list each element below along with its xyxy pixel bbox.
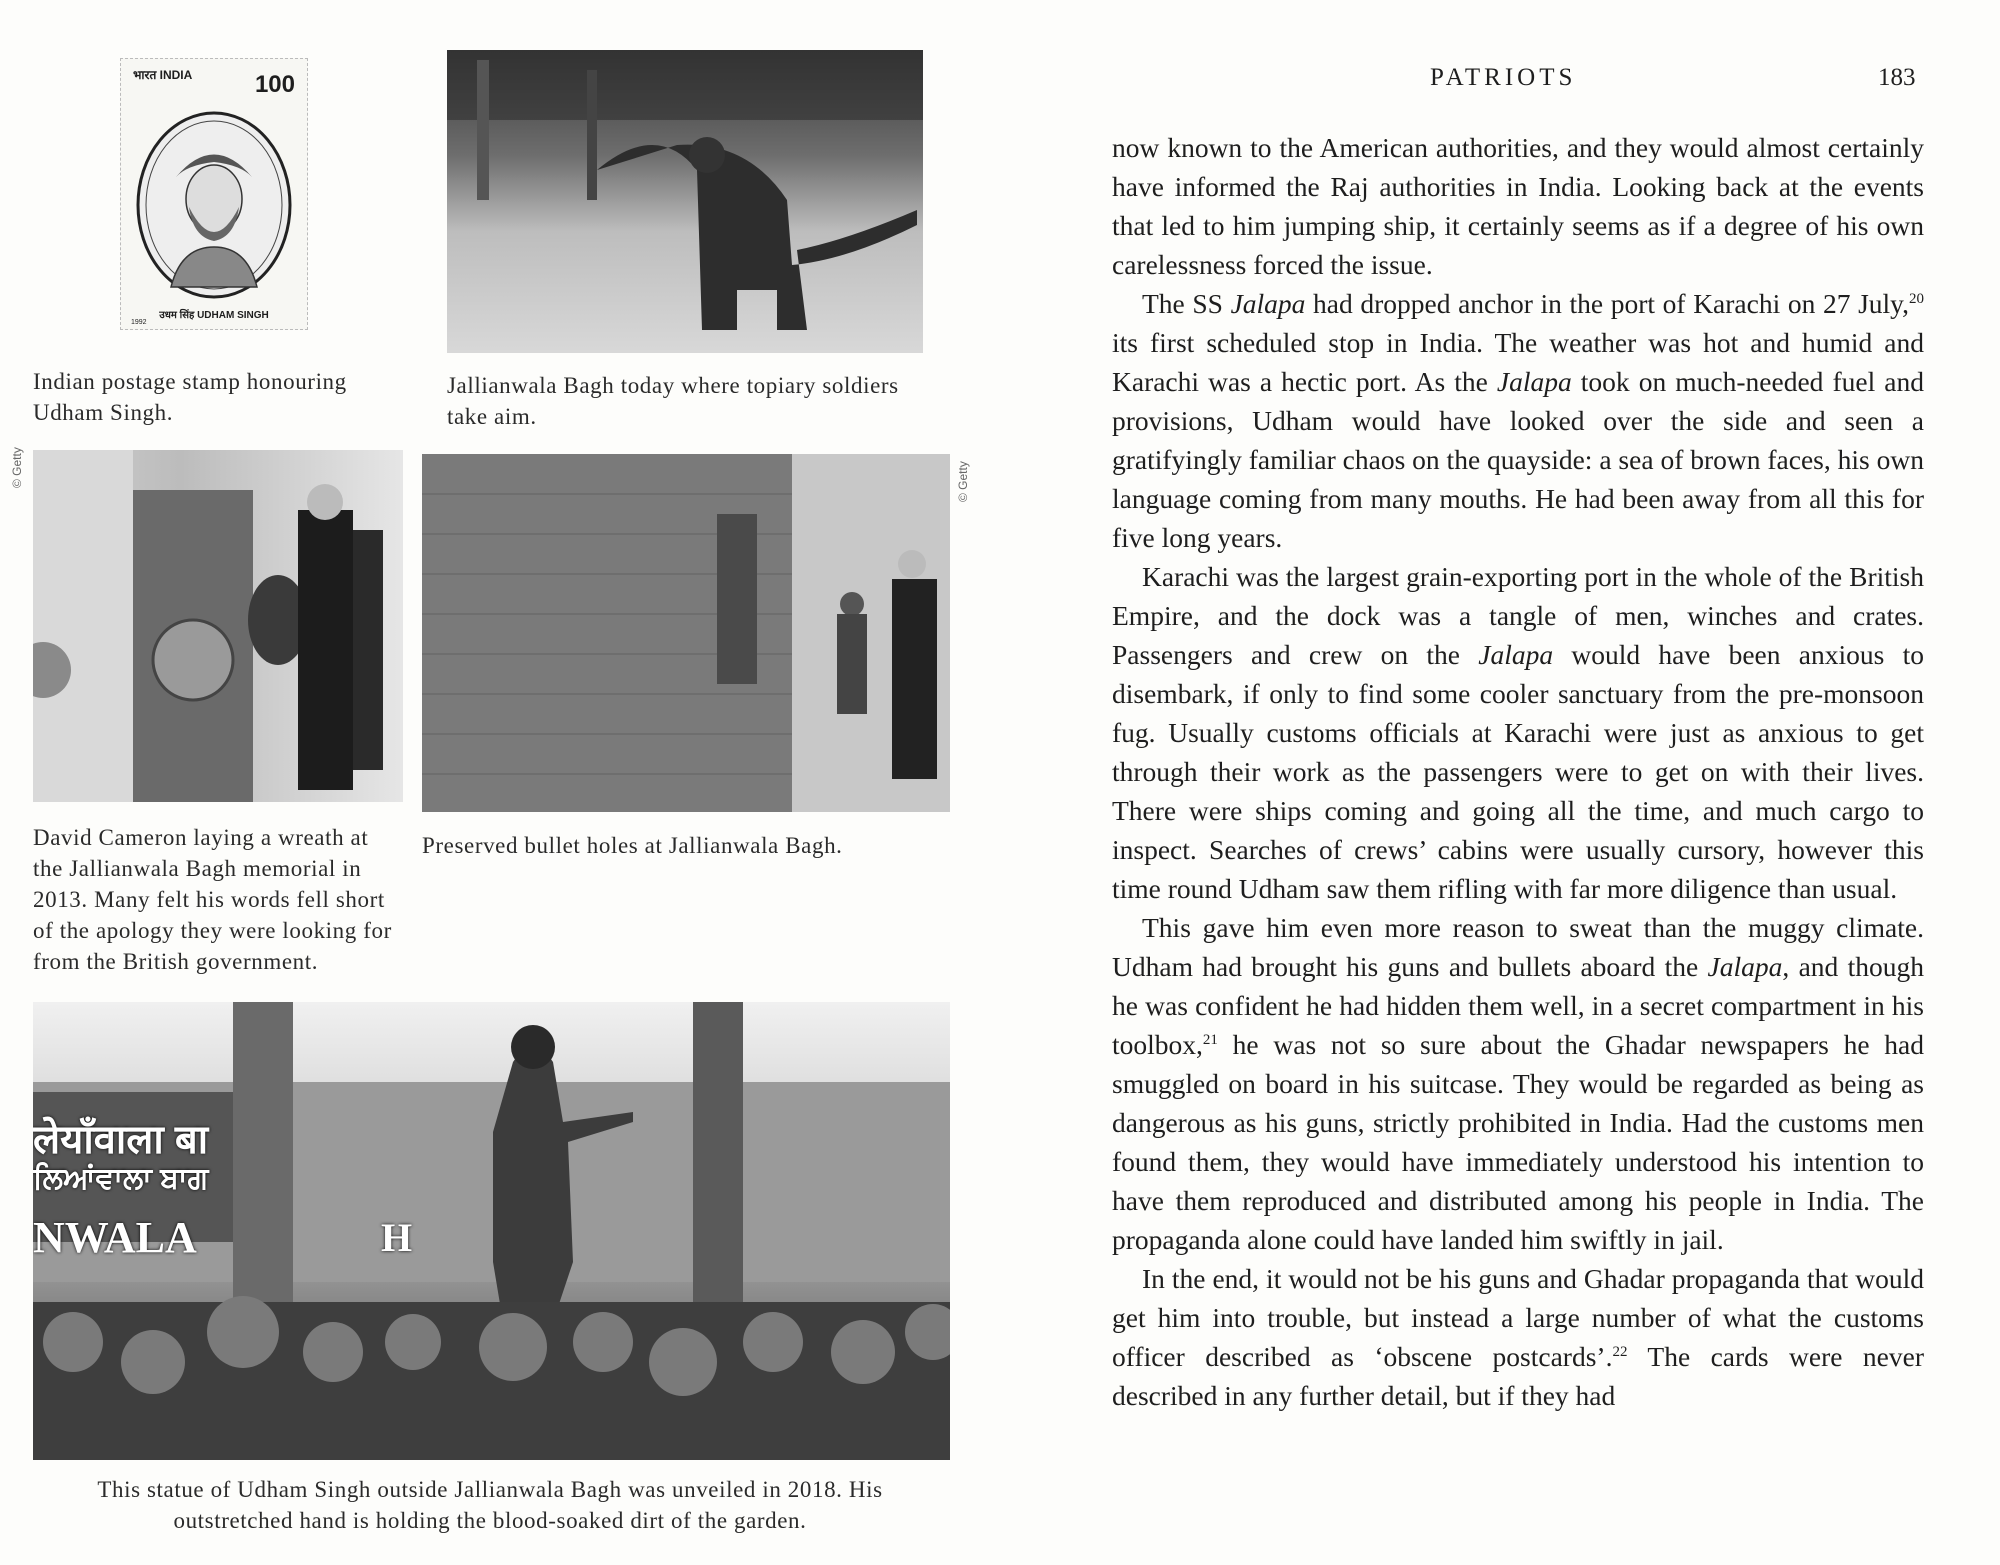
stamp-country-label: भारत INDIA — [133, 68, 193, 82]
running-head: PATRIOTS — [1430, 64, 1577, 91]
footnote-ref: 20 — [1909, 290, 1924, 307]
stamp-year-label: 1992 — [131, 319, 147, 326]
bullet-holes-caption: Preserved bullet holes at Jallianwala Bagh. — [422, 833, 843, 858]
stamp-value-label: 100 — [254, 71, 295, 98]
paragraph-5: In the end, it would not be his guns and Ghadar propaganda that would get him into trouble, but instead a large number of what the customs officer described as ‘obscene postcards’.$^{22}$ The cards were never described in any further detail, but if they had — [1112, 1263, 1924, 1411]
cameron-wreath-photo — [33, 450, 403, 802]
memorial-and-figure-shapes — [33, 450, 403, 802]
stamp-portrait-illustration — [131, 107, 297, 303]
topiary-photo — [447, 50, 923, 353]
brick-wall-shapes — [422, 454, 950, 812]
topiary-soldier-silhouette — [447, 50, 923, 353]
statue-caption: This statue of Udham Singh outside Jallianwala Bagh was unveiled in 2018. His outstretched hand is holding the blood-soaked dirt of the garden. — [97, 1477, 883, 1533]
paragraph-4: This gave him even more reason to sweat than the muggy climate. Udham had brought his guns and bullets aboard the Jalapa, and though he was confident he had hidden them well, in a secret compartment in his toolbox,$^{21}$ he was not so sure about the Ghadar newspapers he had smuggled on board in his suitcase. They would be regarded as being as dangerous as his guns, strictly prohibited in India. Had the customs men found them, they would have immediately understood his intention to have them reproduced and distributed among his people in India. The propaganda alone could have landed him swiftly in jail. — [1112, 912, 1924, 1255]
paragraph-1: now known to the American authorities, and they would almost certainly have informed the Raj authorities in India. Looking back at the events that led to him jumping ship, it certainly seems as if a degree of his own carelessness forced the issue. — [1112, 132, 1924, 280]
footnote-ref: 22 — [1612, 1343, 1628, 1360]
page-number: 183 — [1878, 64, 1916, 91]
udham-singh-statue-photo — [33, 1002, 950, 1460]
postage-stamp-image — [120, 58, 308, 330]
stamp-name-label: उधम सिंह UDHAM SINGH — [159, 310, 269, 321]
signage-hindi: लेयाँवाला बा — [33, 1118, 209, 1162]
topiary-caption: Jallianwala Bagh today where topiary soldiers take aim. — [447, 373, 899, 429]
cameron-caption: David Cameron laying a wreath at the Jallianwala Bagh memorial in 2013. Many felt his words fell short of the apology they were looking for from the British government. — [33, 825, 392, 974]
signage-fragment: H — [381, 1215, 413, 1260]
stamp-caption: Indian postage stamp honouring Udham Singh. — [33, 369, 347, 425]
bullet-holes-photo — [422, 454, 950, 812]
paragraph-3: Karachi was the largest grain-exporting port in the whole of the British Empire, and the dock was a tangle of men, winches and crates. Passengers and crew on the Jalapa would have been anxious to disembark, if only to find some cooler sanctuary from the pre-monsoon fug. Usually customs officials at Karachi were just as anxious to get through their work as the passengers were to get on with their lives. There were ships coming and going all the time, and much cargo to inspect. Searches of crews’ cabins were usually cursory, however this time round Udham saw them rifling with far more diligence than usual. — [1112, 561, 1924, 904]
signage-punjabi: ਲਿਆਂਵਾਲਾ ਬਾਗ — [33, 1162, 209, 1195]
photo-credit-right: © Getty — [956, 461, 970, 502]
signage-english: NWALA — [33, 1213, 197, 1262]
footnote-ref: 21 — [1202, 1031, 1218, 1048]
paragraph-2: The SS Jalapa had dropped anchor in the port of Karachi on 27 July,$^{20}$ its first scheduled stop in India. The weather was hot and humid and Karachi was a hectic port. As the Jalapa took on much-needed fuel and provisions, Udham would have looked over the side and seen a gratifyingly familiar chaos on the quayside: a sea of brown faces, his own language coming from many mouths. He had been away from all this for five long years. — [1112, 288, 1924, 553]
body-text — [1112, 128, 1924, 1415]
photo-credit-left: © Getty — [10, 447, 24, 488]
